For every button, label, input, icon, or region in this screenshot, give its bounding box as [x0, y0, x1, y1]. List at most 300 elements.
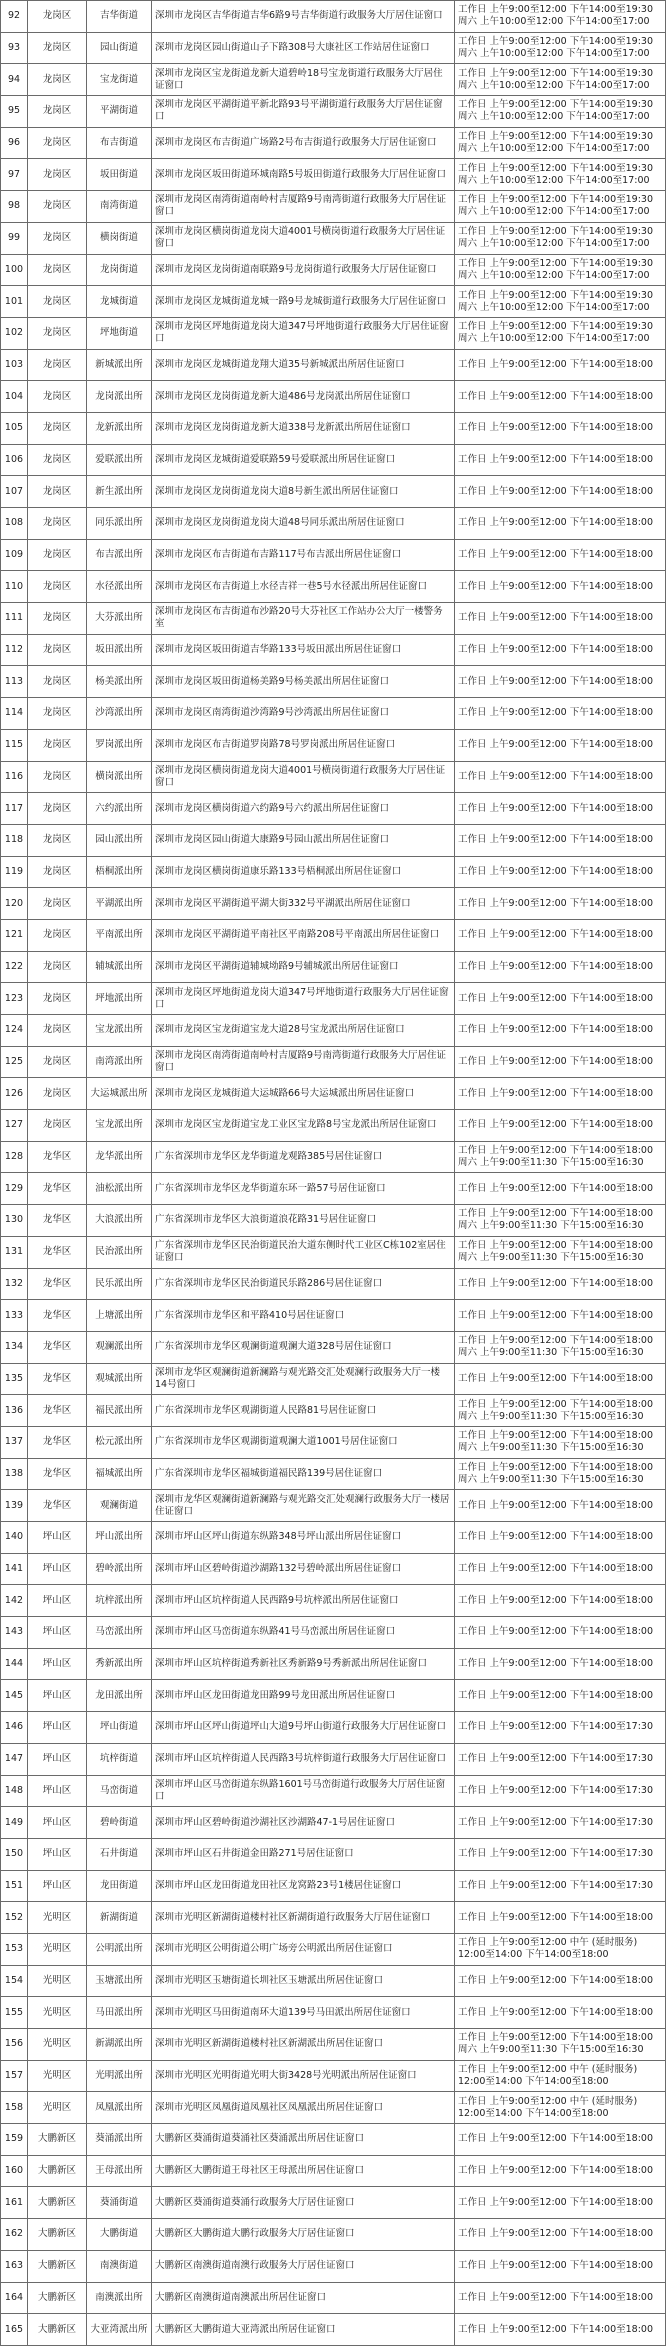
row-number: 134	[1, 1331, 28, 1363]
office-unit-cell: 新生派出所	[87, 476, 152, 508]
address-cell: 深圳市坪山区坑梓街道人民西路9号坑梓派出所居住证窗口	[152, 1585, 455, 1617]
row-number: 120	[1, 888, 28, 920]
district-cell: 龙华区	[28, 1331, 87, 1363]
row-number: 131	[1, 1236, 28, 1268]
office-unit-cell: 观澜街道	[87, 1490, 152, 1522]
office-hours-cell: 工作日 上午9:00至12:00 下午14:00至18:00	[455, 729, 666, 761]
office-unit-cell: 宝龙派出所	[87, 1015, 152, 1047]
row-number: 113	[1, 666, 28, 698]
district-cell: 坪山区	[28, 1870, 87, 1902]
office-unit-cell: 观澜派出所	[87, 1331, 152, 1363]
office-hours-cell: 工作日 上午9:00至12:00 下午14:00至18:00	[455, 824, 666, 856]
table-row	[1, 96, 666, 128]
row-number: 159	[1, 2124, 28, 2156]
district-cell: 龙岗区	[28, 698, 87, 730]
office-unit-cell: 爱联派出所	[87, 444, 152, 476]
table-row	[1, 951, 666, 983]
office-unit-cell: 马田派出所	[87, 1997, 152, 2029]
address-cell: 广东省深圳市龙华区观湖街道人民路81号居住证窗口	[152, 1395, 455, 1427]
district-cell: 龙岗区	[28, 1046, 87, 1078]
address-cell: 广东省深圳市龙华区和平路410号居住证窗口	[152, 1300, 455, 1332]
address-cell: 广东省深圳市龙华区龙华街道东环一路57号居住证窗口	[152, 1173, 455, 1205]
office-unit-cell: 坑梓派出所	[87, 1585, 152, 1617]
table-row	[1, 191, 666, 223]
office-hours-cell: 工作日 上午9:00至12:00 下午14:00至17:30	[455, 1870, 666, 1902]
office-unit-cell: 福城派出所	[87, 1458, 152, 1490]
row-number: 108	[1, 508, 28, 540]
office-hours-cell: 工作日 上午9:00至12:00 下午14:00至18:00 周六 上午9:00至11:30 下午15:00至16:30	[455, 1236, 666, 1268]
row-number: 157	[1, 2060, 28, 2092]
district-cell: 龙岗区	[28, 603, 87, 635]
row-number: 162	[1, 2219, 28, 2251]
row-number: 141	[1, 1553, 28, 1585]
address-cell: 深圳市龙岗区坂田街道杨美路9号杨美派出所居住证窗口	[152, 666, 455, 698]
district-cell: 龙岗区	[28, 286, 87, 318]
office-unit-cell: 坪山街道	[87, 1712, 152, 1744]
address-cell: 广东省深圳市龙华区民治街道民乐路286号居住证窗口	[152, 1268, 455, 1300]
office-unit-cell: 碧岭派出所	[87, 1553, 152, 1585]
address-cell: 大鹏新区南澳街道南澳行政服务大厅居住证窗口	[152, 2250, 455, 2282]
office-hours-cell: 工作日 上午9:00至12:00 下午14:00至19:30 周六 上午10:00至12:00 下午14:00至17:00	[455, 254, 666, 286]
office-hours-cell: 工作日 上午9:00至12:00 下午14:00至18:00	[455, 412, 666, 444]
office-unit-cell: 葵涌派出所	[87, 2124, 152, 2156]
office-hours-cell: 工作日 上午9:00至12:00 下午14:00至17:30	[455, 1775, 666, 1807]
office-hours-cell: 工作日 上午9:00至12:00 下午14:00至19:30 周六 上午10:00至12:00 下午14:00至17:00	[455, 191, 666, 223]
office-unit-cell: 大芬派出所	[87, 603, 152, 635]
district-cell: 龙岗区	[28, 159, 87, 191]
row-number: 124	[1, 1015, 28, 1047]
table-row	[1, 603, 666, 635]
table-row	[1, 317, 666, 349]
row-number: 142	[1, 1585, 28, 1617]
table-row	[1, 2060, 666, 2092]
district-cell: 大鹏新区	[28, 2314, 87, 2346]
row-number: 114	[1, 698, 28, 730]
table-row	[1, 1712, 666, 1744]
office-unit-cell: 龙岗街道	[87, 254, 152, 286]
row-number: 153	[1, 1933, 28, 1965]
office-hours-cell: 工作日 上午9:00至12:00 下午14:00至18:00	[455, 571, 666, 603]
district-cell: 坪山区	[28, 1680, 87, 1712]
table-row	[1, 412, 666, 444]
office-unit-cell: 民乐派出所	[87, 1268, 152, 1300]
office-hours-cell: 工作日 上午9:00至12:00 下午14:00至17:30	[455, 1712, 666, 1744]
table-row	[1, 1236, 666, 1268]
office-unit-cell: 坂田派出所	[87, 634, 152, 666]
office-unit-cell: 同乐派出所	[87, 508, 152, 540]
district-cell: 龙岗区	[28, 1, 87, 33]
office-unit-cell: 南澳街道	[87, 2250, 152, 2282]
row-number: 151	[1, 1870, 28, 1902]
office-hours-cell: 工作日 上午9:00至12:00 下午14:00至18:00 周六 上午9:00至11:30 下午15:00至16:30	[455, 1458, 666, 1490]
address-cell: 深圳市坪山区马峦街道东纵路1601号马峦街道行政服务大厅居住证窗口	[152, 1775, 455, 1807]
office-hours-cell: 工作日 上午9:00至12:00 中午 (延时服务) 12:00至14:00 下午14:00至18:00	[455, 2060, 666, 2092]
district-cell: 龙岗区	[28, 856, 87, 888]
table-row	[1, 2092, 666, 2124]
office-unit-cell: 吉华街道	[87, 1, 152, 33]
district-cell: 龙岗区	[28, 539, 87, 571]
office-unit-cell: 马峦派出所	[87, 1617, 152, 1649]
address-cell: 深圳市龙岗区布吉街道布吉路117号布吉派出所居住证窗口	[152, 539, 455, 571]
district-cell: 龙岗区	[28, 793, 87, 825]
office-hours-cell: 工作日 上午9:00至12:00 下午14:00至19:30 周六 上午10:00至12:00 下午14:00至17:00	[455, 222, 666, 254]
row-number: 145	[1, 1680, 28, 1712]
address-cell: 深圳市龙岗区宝龙街道龙新大道碧岭18号宝龙街道行政服务大厅居住证窗口	[152, 64, 455, 96]
address-cell: 深圳市坪山区龙田街道龙田路99号龙田派出所居住证窗口	[152, 1680, 455, 1712]
office-unit-cell: 园山街道	[87, 32, 152, 64]
district-cell: 龙华区	[28, 1395, 87, 1427]
office-hours-cell: 工作日 上午9:00至12:00 下午14:00至18:00	[455, 2187, 666, 2219]
office-unit-cell: 民治派出所	[87, 1236, 152, 1268]
row-number: 102	[1, 317, 28, 349]
office-unit-cell: 石井街道	[87, 1838, 152, 1870]
district-cell: 龙岗区	[28, 476, 87, 508]
address-cell: 深圳市龙岗区横岗街道龙岗大道4001号横岗街道行政服务大厅居住证窗口	[152, 761, 455, 793]
district-cell: 坪山区	[28, 1838, 87, 1870]
table-row	[1, 983, 666, 1015]
table-row	[1, 793, 666, 825]
district-cell: 龙华区	[28, 1300, 87, 1332]
district-cell: 龙岗区	[28, 729, 87, 761]
district-cell: 坪山区	[28, 1775, 87, 1807]
district-cell: 龙华区	[28, 1426, 87, 1458]
district-cell: 龙岗区	[28, 919, 87, 951]
office-unit-cell: 龙田街道	[87, 1870, 152, 1902]
row-number: 118	[1, 824, 28, 856]
table-row	[1, 729, 666, 761]
table-row	[1, 2155, 666, 2187]
table-row	[1, 1553, 666, 1585]
district-cell: 龙岗区	[28, 222, 87, 254]
table-row	[1, 1870, 666, 1902]
office-table-body	[1, 1, 666, 2346]
table-row	[1, 1173, 666, 1205]
row-number: 152	[1, 1902, 28, 1934]
district-cell: 龙岗区	[28, 64, 87, 96]
row-number: 164	[1, 2282, 28, 2314]
district-cell: 光明区	[28, 1933, 87, 1965]
office-unit-cell: 宝龙派出所	[87, 1110, 152, 1142]
address-cell: 深圳市龙岗区平湖街道辅城坳路9号辅城派出所居住证窗口	[152, 951, 455, 983]
district-cell: 龙华区	[28, 1458, 87, 1490]
office-hours-cell: 工作日 上午9:00至12:00 下午14:00至18:00	[455, 1585, 666, 1617]
office-hours-cell: 工作日 上午9:00至12:00 下午14:00至19:30 周六 上午10:00至12:00 下午14:00至17:00	[455, 64, 666, 96]
office-hours-cell: 工作日 上午9:00至12:00 下午14:00至18:00	[455, 1490, 666, 1522]
row-number: 121	[1, 919, 28, 951]
address-cell: 广东省深圳市龙华区民治街道民治大道东侧时代工业区C栋102室居住证窗口	[152, 1236, 455, 1268]
row-number: 98	[1, 191, 28, 223]
row-number: 149	[1, 1807, 28, 1839]
office-hours-cell: 工作日 上午9:00至12:00 中午 (延时服务) 12:00至14:00 下午14:00至18:00	[455, 1933, 666, 1965]
district-cell: 龙岗区	[28, 32, 87, 64]
address-cell: 深圳市坪山区碧岭街道沙湖社区沙湖路47-1号居住证窗口	[152, 1807, 455, 1839]
row-number: 137	[1, 1426, 28, 1458]
office-hours-cell: 工作日 上午9:00至12:00 下午14:00至18:00	[455, 1680, 666, 1712]
office-hours-cell: 工作日 上午9:00至12:00 下午14:00至18:00	[455, 698, 666, 730]
table-row	[1, 1046, 666, 1078]
row-number: 158	[1, 2092, 28, 2124]
table-row	[1, 888, 666, 920]
office-unit-cell: 南湾派出所	[87, 1046, 152, 1078]
address-cell: 深圳市龙岗区横岗街道龙岗大道4001号横岗街道行政服务大厅居住证窗口	[152, 222, 455, 254]
office-unit-cell: 大鹏街道	[87, 2219, 152, 2251]
office-hours-cell: 工作日 上午9:00至12:00 下午14:00至18:00	[455, 1363, 666, 1395]
address-cell: 深圳市龙岗区坂田街道吉华路133号坂田派出所居住证窗口	[152, 634, 455, 666]
table-row	[1, 1997, 666, 2029]
district-cell: 大鹏新区	[28, 2250, 87, 2282]
row-number: 119	[1, 856, 28, 888]
row-number: 128	[1, 1141, 28, 1173]
district-cell: 龙岗区	[28, 888, 87, 920]
office-unit-cell: 园山派出所	[87, 824, 152, 856]
district-cell: 坪山区	[28, 1743, 87, 1775]
table-row	[1, 444, 666, 476]
address-cell: 深圳市龙岗区龙城街道龙翔大道35号新城派出所居住证窗口	[152, 349, 455, 381]
address-cell: 深圳市龙岗区龙岗街道南联路9号龙岗街道行政服务大厅居住证窗口	[152, 254, 455, 286]
office-unit-cell: 福民派出所	[87, 1395, 152, 1427]
office-unit-cell: 碧岭街道	[87, 1807, 152, 1839]
address-cell: 深圳市龙岗区龙城街道爱联路59号爱联派出所居住证窗口	[152, 444, 455, 476]
address-cell: 深圳市光明区新湖街道楼村社区新湖派出所居住证窗口	[152, 2029, 455, 2061]
table-row	[1, 349, 666, 381]
office-unit-cell: 上塘派出所	[87, 1300, 152, 1332]
district-cell: 龙岗区	[28, 508, 87, 540]
office-unit-cell: 光明派出所	[87, 2060, 152, 2092]
office-hours-cell: 工作日 上午9:00至12:00 下午14:00至18:00	[455, 1648, 666, 1680]
table-row	[1, 1490, 666, 1522]
office-unit-cell: 松元派出所	[87, 1426, 152, 1458]
address-cell: 深圳市光明区玉塘街道长圳社区玉塘派出所居住证窗口	[152, 1965, 455, 1997]
address-cell: 深圳市坪山区碧岭街道沙湖路132号碧岭派出所居住证窗口	[152, 1553, 455, 1585]
office-hours-cell: 工作日 上午9:00至12:00 下午14:00至18:00	[455, 983, 666, 1015]
district-cell: 大鹏新区	[28, 2219, 87, 2251]
office-hours-cell: 工作日 上午9:00至12:00 下午14:00至18:00	[455, 634, 666, 666]
office-unit-cell: 公明派出所	[87, 1933, 152, 1965]
address-cell: 深圳市坪山区石井街道金田路271号居住证窗口	[152, 1838, 455, 1870]
office-hours-cell: 工作日 上午9:00至12:00 下午14:00至18:00 周六 上午9:00至11:30 下午15:00至16:30	[455, 1331, 666, 1363]
address-cell: 深圳市龙岗区坂田街道环城南路5号坂田街道行政服务大厅居住证窗口	[152, 159, 455, 191]
row-number: 140	[1, 1522, 28, 1554]
office-hours-cell: 工作日 上午9:00至12:00 下午14:00至18:00	[455, 1015, 666, 1047]
table-row	[1, 1838, 666, 1870]
row-number: 116	[1, 761, 28, 793]
office-unit-cell: 王母派出所	[87, 2155, 152, 2187]
table-row	[1, 1680, 666, 1712]
row-number: 95	[1, 96, 28, 128]
table-row	[1, 1110, 666, 1142]
row-number: 136	[1, 1395, 28, 1427]
row-number: 97	[1, 159, 28, 191]
office-unit-cell: 葵涌街道	[87, 2187, 152, 2219]
address-cell: 深圳市龙岗区平湖街道平新北路93号平湖街道行政服务大厅居住证窗口	[152, 96, 455, 128]
office-hours-cell: 工作日 上午9:00至12:00 下午14:00至18:00 周六 上午9:00至11:30 下午15:00至16:30	[455, 1395, 666, 1427]
office-unit-cell: 秀新派出所	[87, 1648, 152, 1680]
address-cell: 深圳市龙岗区平湖街道平南社区平南路208号平南派出所居住证窗口	[152, 919, 455, 951]
office-unit-cell: 平南派出所	[87, 919, 152, 951]
office-unit-cell: 布吉派出所	[87, 539, 152, 571]
row-number: 138	[1, 1458, 28, 1490]
office-unit-cell: 大浪派出所	[87, 1205, 152, 1237]
address-cell: 深圳市龙岗区宝龙街道宝龙工业区宝龙路8号宝龙派出所居住证窗口	[152, 1110, 455, 1142]
district-cell: 龙岗区	[28, 444, 87, 476]
district-cell: 龙华区	[28, 1236, 87, 1268]
district-cell: 龙岗区	[28, 1110, 87, 1142]
address-cell: 大鹏新区大鹏街道大亚湾派出所居住证窗口	[152, 2314, 455, 2346]
district-cell: 大鹏新区	[28, 2124, 87, 2156]
office-unit-cell: 新湖派出所	[87, 2029, 152, 2061]
office-hours-cell: 工作日 上午9:00至12:00 下午14:00至18:00	[455, 349, 666, 381]
district-cell: 龙华区	[28, 1173, 87, 1205]
office-hours-cell: 工作日 上午9:00至12:00 下午14:00至18:00	[455, 793, 666, 825]
row-number: 135	[1, 1363, 28, 1395]
office-hours-cell: 工作日 上午9:00至12:00 下午14:00至18:00	[455, 603, 666, 635]
table-row	[1, 634, 666, 666]
office-unit-cell: 横岗派出所	[87, 761, 152, 793]
row-number: 94	[1, 64, 28, 96]
district-cell: 龙岗区	[28, 96, 87, 128]
address-cell: 深圳市龙岗区吉华街道吉华6路9号吉华街道行政服务大厅居住证窗口	[152, 1, 455, 33]
table-row	[1, 1807, 666, 1839]
district-cell: 坪山区	[28, 1807, 87, 1839]
office-unit-cell: 油松派出所	[87, 1173, 152, 1205]
district-cell: 龙岗区	[28, 666, 87, 698]
address-cell: 深圳市坪山区龙田街道龙田社区龙窝路23号1楼居住证窗口	[152, 1870, 455, 1902]
table-row	[1, 1078, 666, 1110]
office-hours-cell: 工作日 上午9:00至12:00 下午14:00至18:00 周六 上午9:00至11:30 下午15:00至16:30	[455, 1141, 666, 1173]
address-cell: 深圳市龙岗区宝龙街道宝龙大道28号宝龙派出所居住证窗口	[152, 1015, 455, 1047]
district-cell: 光明区	[28, 1965, 87, 1997]
row-number: 126	[1, 1078, 28, 1110]
row-number: 93	[1, 32, 28, 64]
district-cell: 龙岗区	[28, 634, 87, 666]
row-number: 150	[1, 1838, 28, 1870]
address-cell: 深圳市坪山区坑梓街道人民西路3号坑梓街道行政服务大厅居住证窗口	[152, 1743, 455, 1775]
office-hours-cell: 工作日 上午9:00至12:00 下午14:00至19:30 周六 上午10:00至12:00 下午14:00至17:00	[455, 96, 666, 128]
table-row	[1, 286, 666, 318]
office-hours-cell: 工作日 上午9:00至12:00 下午14:00至18:00	[455, 444, 666, 476]
district-cell: 龙岗区	[28, 412, 87, 444]
office-hours-cell: 工作日 上午9:00至12:00 下午14:00至19:30 周六 上午10:00至12:00 下午14:00至17:00	[455, 317, 666, 349]
table-row	[1, 2029, 666, 2061]
address-cell: 深圳市坪山区坪山街道坪山大道9号坪山街道行政服务大厅居住证窗口	[152, 1712, 455, 1744]
table-row	[1, 1585, 666, 1617]
table-row	[1, 1648, 666, 1680]
row-number: 132	[1, 1268, 28, 1300]
office-unit-cell: 观城派出所	[87, 1363, 152, 1395]
office-unit-cell: 沙湾派出所	[87, 698, 152, 730]
address-cell: 深圳市坪山区坑梓街道秀新社区秀新路9号秀新派出所居住证窗口	[152, 1648, 455, 1680]
row-number: 96	[1, 127, 28, 159]
district-cell: 坪山区	[28, 1522, 87, 1554]
district-cell: 大鹏新区	[28, 2282, 87, 2314]
office-hours-cell: 工作日 上午9:00至12:00 下午14:00至18:00	[455, 666, 666, 698]
row-number: 129	[1, 1173, 28, 1205]
address-cell: 深圳市光明区新湖街道楼村社区新湖街道行政服务大厅居住证窗口	[152, 1902, 455, 1934]
table-row	[1, 2124, 666, 2156]
table-row	[1, 1363, 666, 1395]
district-cell: 龙岗区	[28, 1015, 87, 1047]
district-cell: 龙华区	[28, 1205, 87, 1237]
address-cell: 深圳市龙岗区横岗街道康乐路133号梧桐派出所居住证窗口	[152, 856, 455, 888]
district-cell: 龙岗区	[28, 761, 87, 793]
office-hours-cell: 工作日 上午9:00至12:00 下午14:00至18:00	[455, 1300, 666, 1332]
office-hours-cell: 工作日 上午9:00至12:00 下午14:00至18:00	[455, 508, 666, 540]
table-row	[1, 381, 666, 413]
office-hours-cell: 工作日 上午9:00至12:00 下午14:00至18:00	[455, 2124, 666, 2156]
office-hours-cell: 工作日 上午9:00至12:00 下午14:00至18:00	[455, 919, 666, 951]
office-unit-cell: 坂田街道	[87, 159, 152, 191]
office-hours-cell: 工作日 上午9:00至12:00 中午 (延时服务) 12:00至14:00 下午14:00至18:00	[455, 2092, 666, 2124]
row-number: 154	[1, 1965, 28, 1997]
address-cell: 深圳市坪山区马峦街道东纵路41号马峦派出所居住证窗口	[152, 1617, 455, 1649]
row-number: 144	[1, 1648, 28, 1680]
address-cell: 大鹏新区葵涌街道葵涌行政服务大厅居住证窗口	[152, 2187, 455, 2219]
row-number: 117	[1, 793, 28, 825]
table-row	[1, 2250, 666, 2282]
office-unit-cell: 龙新派出所	[87, 412, 152, 444]
district-cell: 光明区	[28, 2092, 87, 2124]
address-cell: 深圳市坪山区坪山街道东纵路348号坪山派出所居住证窗口	[152, 1522, 455, 1554]
table-row	[1, 222, 666, 254]
district-cell: 光明区	[28, 2060, 87, 2092]
address-cell: 深圳市龙岗区坪地街道龙岗大道347号坪地街道行政服务大厅居住证窗口	[152, 983, 455, 1015]
district-cell: 大鹏新区	[28, 2187, 87, 2219]
office-hours-cell: 工作日 上午9:00至12:00 下午14:00至18:00	[455, 856, 666, 888]
row-number: 101	[1, 286, 28, 318]
office-hours-cell: 工作日 上午9:00至12:00 下午14:00至18:00	[455, 1173, 666, 1205]
office-hours-cell: 工作日 上午9:00至12:00 下午14:00至18:00	[455, 2282, 666, 2314]
table-row	[1, 919, 666, 951]
table-row	[1, 856, 666, 888]
office-unit-cell: 布吉街道	[87, 127, 152, 159]
table-row	[1, 824, 666, 856]
office-unit-cell: 凤凰派出所	[87, 2092, 152, 2124]
office-unit-cell: 宝龙街道	[87, 64, 152, 96]
office-unit-cell: 平湖街道	[87, 96, 152, 128]
office-unit-cell: 水径派出所	[87, 571, 152, 603]
office-unit-cell: 梧桐派出所	[87, 856, 152, 888]
office-unit-cell: 南湾街道	[87, 191, 152, 223]
district-cell: 坪山区	[28, 1553, 87, 1585]
address-cell: 深圳市龙岗区布吉街道广场路2号布吉街道行政服务大厅居住证窗口	[152, 127, 455, 159]
address-cell: 深圳市龙岗区南湾街道沙湾路9号沙湾派出所居住证窗口	[152, 698, 455, 730]
address-cell: 深圳市龙岗区横岗街道六约路9号六约派出所居住证窗口	[152, 793, 455, 825]
district-cell: 坪山区	[28, 1617, 87, 1649]
table-row	[1, 1902, 666, 1934]
table-row	[1, 127, 666, 159]
address-cell: 深圳市龙岗区布吉街道罗岗路78号罗岗派出所居住证窗口	[152, 729, 455, 761]
district-cell: 龙岗区	[28, 951, 87, 983]
office-unit-cell: 罗岗派出所	[87, 729, 152, 761]
district-cell: 光明区	[28, 1902, 87, 1934]
row-number: 139	[1, 1490, 28, 1522]
office-hours-cell: 工作日 上午9:00至12:00 下午14:00至18:00	[455, 1078, 666, 1110]
office-hours-cell: 工作日 上午9:00至12:00 下午14:00至18:00 周六 上午9:00至11:30 下午15:00至16:30	[455, 1426, 666, 1458]
row-number: 147	[1, 1743, 28, 1775]
table-row	[1, 539, 666, 571]
row-number: 133	[1, 1300, 28, 1332]
table-row	[1, 1205, 666, 1237]
office-unit-cell: 六约派出所	[87, 793, 152, 825]
row-number: 103	[1, 349, 28, 381]
office-unit-cell: 玉塘派出所	[87, 1965, 152, 1997]
district-cell: 龙岗区	[28, 824, 87, 856]
row-number: 146	[1, 1712, 28, 1744]
table-row	[1, 476, 666, 508]
office-hours-cell: 工作日 上午9:00至12:00 下午14:00至18:00	[455, 539, 666, 571]
address-cell: 深圳市光明区公明街道公明广场旁公明派出所居住证窗口	[152, 1933, 455, 1965]
district-cell: 龙岗区	[28, 381, 87, 413]
